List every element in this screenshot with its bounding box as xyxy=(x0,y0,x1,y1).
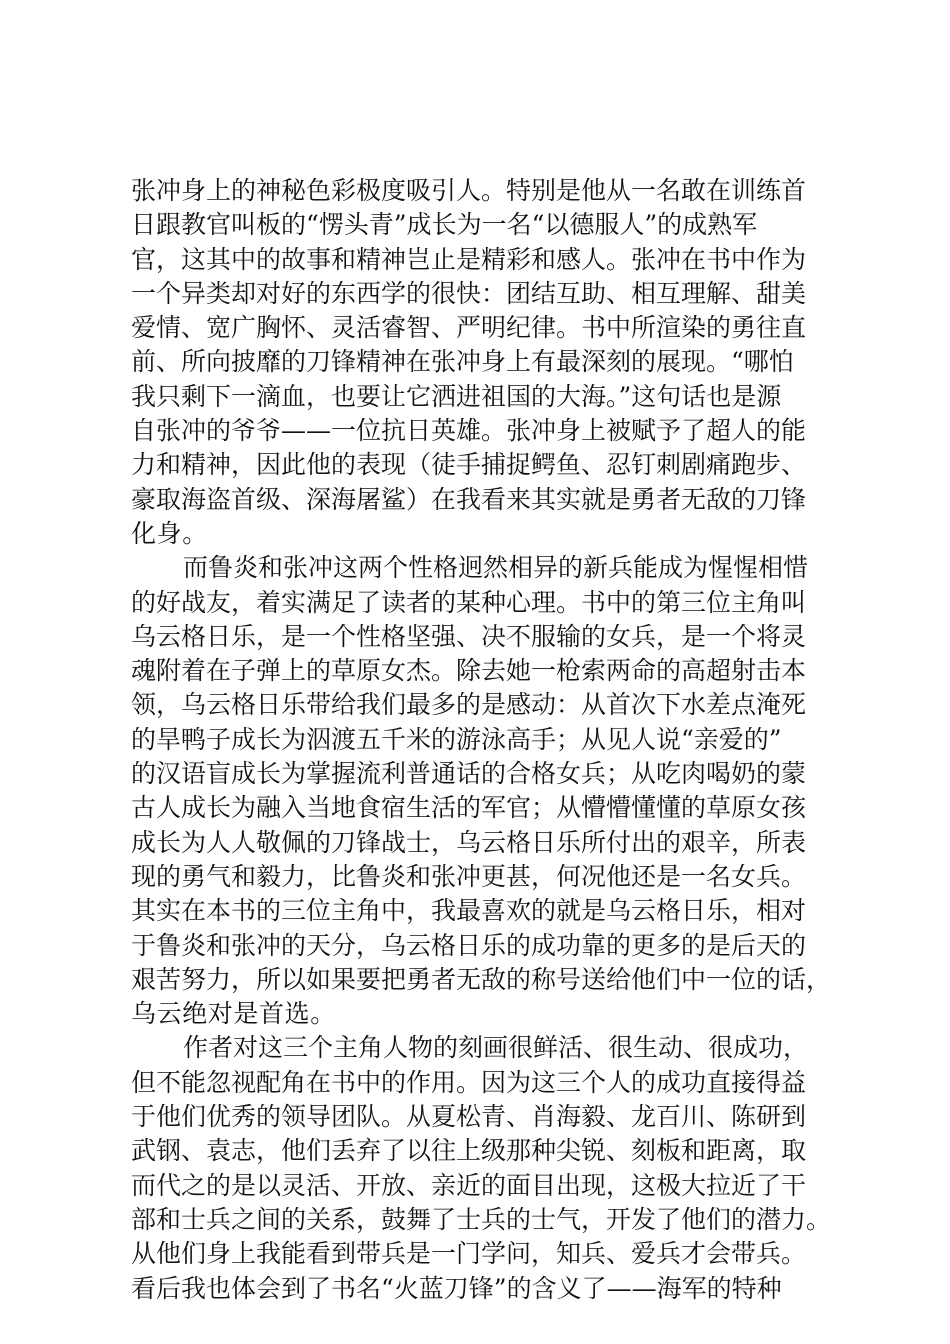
text-line: 张冲身上的神秘色彩极度吸引人。特别是他从一名敢在训练首 xyxy=(131,176,807,205)
text-line: 艰苦努力，所以如果要把勇者无敌的称号送给他们中一位的话， xyxy=(131,964,832,994)
text-line: 化身。 xyxy=(131,518,208,548)
text-line: 乌云绝对是首选。 xyxy=(131,999,336,1029)
text-line: 古人成长为融入当地食宿生活的军官；从懵懵懂懂的草原女孩 xyxy=(131,793,807,823)
text-line: 成长为人人敬佩的刀锋战士，乌云格日乐所付出的艰辛，所表 xyxy=(131,827,807,857)
text-line: 于鲁炎和张冲的天分，乌云格日乐的成功靠的更多的是后天的 xyxy=(131,930,807,960)
text-line: 前、所向披靡的刀锋精神在张冲身上有最深刻的展现。“哪怕 xyxy=(131,347,794,377)
text-line: 一个异类却对好的东西学的很快：团结互助、相互理解、甜美 xyxy=(131,278,807,308)
text-line: 现的勇气和毅力，比鲁炎和张冲更甚，何况他还是一名女兵。 xyxy=(131,861,807,891)
text-line: 而代之的是以灵活、开放、亲近的面目出现，这极大拉近了干 xyxy=(131,1170,807,1200)
body-text xyxy=(131,174,831,1306)
text-line: 领，乌云格日乐带给我们最多的是感动：从首次下水差点淹死 xyxy=(131,690,807,720)
text-line: 官，这其中的故事和精神岂止是精彩和感人。张冲在书中作为 xyxy=(131,244,807,274)
text-line: 看后我也体会到了书名“火蓝刀锋”的含义了——海军的特种 xyxy=(131,1273,782,1303)
text-line: 武钢、袁志，他们丢弃了以往上级那种尖锐、刻板和距离，取 xyxy=(131,1136,807,1166)
text-line: 其实在本书的三位主角中，我最喜欢的就是乌云格日乐，相对 xyxy=(131,896,807,926)
text-line: 自张冲的爷爷——一位抗日英雄。张冲身上被赋予了超人的能 xyxy=(131,416,807,446)
text-line: 于他们优秀的领导团队。从夏松青、肖海毅、龙百川、陈研到 xyxy=(131,1102,807,1132)
text-line: 的汉语盲成长为掌握流利普通话的合格女兵；从吃肉喝奶的蒙 xyxy=(131,759,807,789)
text-line: 从他们身上我能看到带兵是一门学问，知兵、爱兵才会带兵。 xyxy=(131,1239,807,1269)
text-line: 豪取海盗首级、深海屠鲨）在我看来其实就是勇者无敌的刀锋 xyxy=(131,484,807,514)
text-line: 爱情、宽广胸怀、灵活睿智、严明纪律。书中所渲染的勇往直 xyxy=(131,313,807,343)
paragraph-first-line: 作者对这三个主角人物的刻画很鲜活、很生动、很成功， xyxy=(183,1033,809,1063)
text-line: 的好战友，着实满足了读者的某种心理。书中的第三位主角叫 xyxy=(131,587,807,617)
text-line: 我只剩下一滴血，也要让它洒进祖国的大海。”这句话也是源 xyxy=(131,381,782,411)
text-line: 乌云格日乐，是一个性格坚强、决不服输的女兵，是一个将灵 xyxy=(131,621,807,651)
text-line: 部和士兵之间的关系，鼓舞了士兵的士气，开发了他们的潜力。 xyxy=(131,1204,832,1234)
text-line: 的旱鸭子成长为泅渡五千米的游泳高手；从见人说“亲爱的” xyxy=(131,724,782,754)
text-line: 日跟教官叫板的“愣头青”成长为一名“以德服人”的成熟军 xyxy=(131,210,758,240)
text-line: 力和精神，因此他的表现（徒手捕捉鳄鱼、忍钉刺剧痛跑步、 xyxy=(131,450,807,480)
text-line: 但不能忽视配角在书中的作用。因为这三个人的成功直接得益 xyxy=(131,1067,807,1097)
paragraph-first-line: 而鲁炎和张冲这两个性格迥然相异的新兵能成为惺惺相惜 xyxy=(183,553,809,583)
text-line: 魂附着在子弹上的草原女杰。除去她一枪索两命的高超射击本 xyxy=(131,656,807,686)
